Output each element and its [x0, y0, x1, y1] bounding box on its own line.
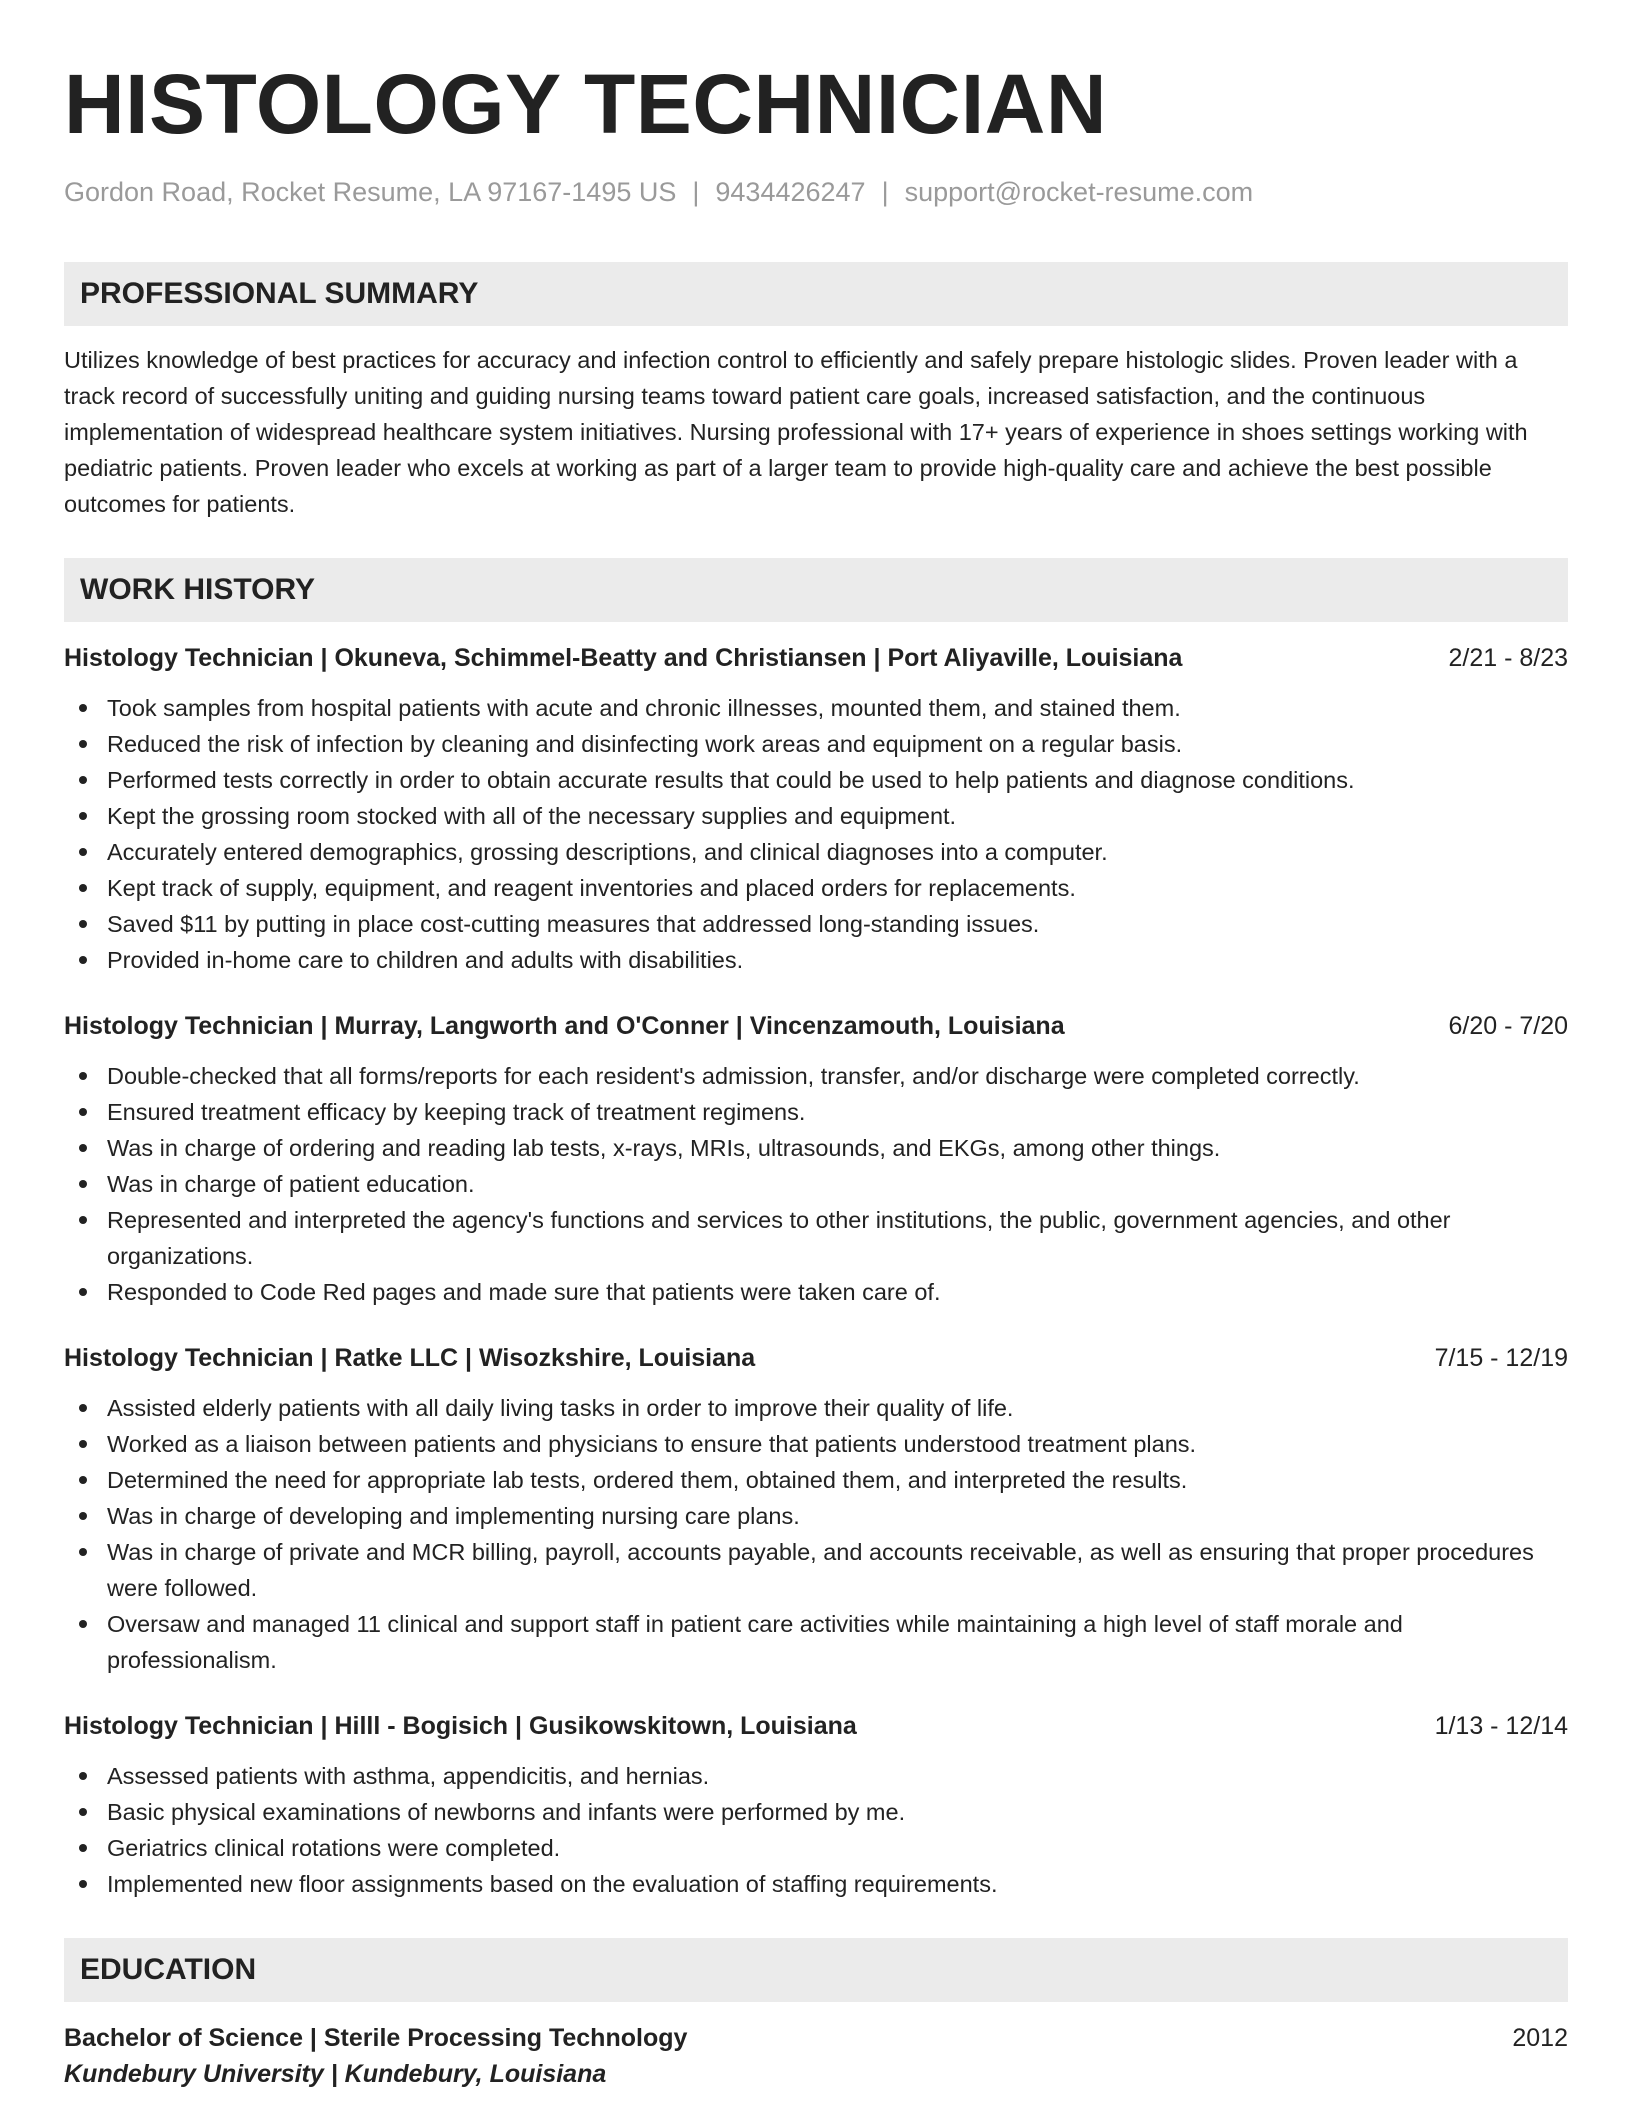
- job-bullet-item: [64, 1462, 1568, 1498]
- work-history-list: [64, 640, 1568, 1902]
- bullet-dot-icon: [79, 1548, 87, 1556]
- bullet-dot-icon: [79, 740, 87, 748]
- bullet-dot-icon: [79, 1180, 87, 1188]
- summary-text: Utilizes knowledge of best practices for accuracy and infection control to efficiently and safely prepare histologic slides. Proven leader with a track record of successfully uniting and guiding nursing teams toward patient care goals, increased satisfaction, and the continuous implementation of widespread healthcare system initiatives. Nursing professional with 17+ years of experience in shoes settings working with pediatric patients. Proven leader who excels at working as part of a larger team to provide high-quality care and achieve the best possible outcomes for patients.: [64, 347, 1528, 517]
- contact-email: support@rocket-resume.com: [904, 177, 1254, 207]
- job-heading-row: [64, 1008, 1568, 1044]
- job-bullet-item: [64, 1166, 1568, 1202]
- bullet-dot-icon: [79, 1620, 87, 1628]
- job-heading-row: [64, 1340, 1568, 1376]
- job-bullet-text: Assessed patients with asthma, appendicitis, and hernias.: [107, 1763, 710, 1789]
- job-heading: Histology Technician | Ratke LLC | Wisozkshire, Louisiana: [64, 1344, 756, 1372]
- job-entry: [64, 1340, 1568, 1678]
- job-bullet-item: [64, 1758, 1568, 1794]
- job-bullet-item: [64, 1498, 1568, 1534]
- job-bullet-item: [64, 1130, 1568, 1166]
- bullet-dot-icon: [79, 1880, 87, 1888]
- job-bullet-text: Ensured treatment efficacy by keeping track of treatment regimens.: [107, 1099, 806, 1125]
- bullet-dot-icon: [79, 1512, 87, 1520]
- job-dates: 2/21 - 8/23: [1448, 644, 1568, 672]
- job-bullet-text: Saved $11 by putting in place cost-cutting measures that addressed long-standing issues.: [107, 911, 1040, 937]
- job-bullet-item: [64, 690, 1568, 726]
- job-bullet-item: [64, 1866, 1568, 1902]
- contact-line: [64, 174, 1568, 210]
- job-bullet-item: [64, 1058, 1568, 1094]
- job-bullet-item: [64, 1830, 1568, 1866]
- job-bullet-item: [64, 1426, 1568, 1462]
- bullet-dot-icon: [79, 1808, 87, 1816]
- job-entry: [64, 1708, 1568, 1902]
- job-entry: [64, 640, 1568, 978]
- job-bullet-text: Basic physical examinations of newborns and infants were performed by me.: [107, 1799, 906, 1825]
- job-bullet-item: [64, 1094, 1568, 1130]
- bullet-dot-icon: [79, 848, 87, 856]
- job-bullet-item: [64, 942, 1568, 978]
- bullet-dot-icon: [79, 920, 87, 928]
- candidate-name: HISTOLOGY TECHNICIAN: [64, 57, 1107, 151]
- job-bullet-text: Responded to Code Red pages and made sure that patients were taken care of.: [107, 1279, 941, 1305]
- contact-separator: |: [692, 177, 700, 207]
- bullet-dot-icon: [79, 884, 87, 892]
- job-bullet-item: [64, 834, 1568, 870]
- job-dates: 6/20 - 7/20: [1448, 1012, 1568, 1040]
- job-bullet-item: [64, 1794, 1568, 1830]
- bullet-dot-icon: [79, 1404, 87, 1412]
- job-bullet-text: Reduced the risk of infection by cleaning and disinfecting work areas and equipment on a regular basis.: [107, 731, 1183, 757]
- job-bullet-item: [64, 762, 1568, 798]
- job-heading: Histology Technician | Murray, Langworth and O'Conner | Vincenzamouth, Louisiana: [64, 1012, 1065, 1040]
- job-heading: Histology Technician | Okuneva, Schimmel-Beatty and Christiansen | Port Aliyaville, Louisiana: [64, 644, 1183, 672]
- bullet-dot-icon: [79, 956, 87, 964]
- job-bullet-text: Was in charge of developing and implementing nursing care plans.: [107, 1503, 800, 1529]
- contact-address: Gordon Road, Rocket Resume, LA 97167-1495 US: [64, 177, 677, 207]
- job-heading: Histology Technician | Hilll - Bogisich | Gusikowskitown, Louisiana: [64, 1712, 857, 1740]
- job-bullet-text: Represented and interpreted the agency's functions and services to other institutions, the public, government agencies, and other organizations.: [107, 1207, 1451, 1269]
- bullet-dot-icon: [79, 1476, 87, 1484]
- job-entry: [64, 1008, 1568, 1310]
- job-bullet-text: Oversaw and managed 11 clinical and support staff in patient care activities while maintaining a high level of staff morale and professionalism.: [107, 1611, 1403, 1673]
- bullet-dot-icon: [79, 1772, 87, 1780]
- job-bullet-list: [64, 690, 1568, 978]
- job-bullet-list: [64, 1390, 1568, 1678]
- job-bullet-item: [64, 1606, 1568, 1678]
- job-bullet-text: Double-checked that all forms/reports for each resident's admission, transfer, and/or discharge were completed correctly.: [107, 1063, 1360, 1089]
- education-year: 2012: [1512, 2024, 1568, 2052]
- job-bullet-text: Worked as a liaison between patients and physicians to ensure that patients understood treatment plans.: [107, 1431, 1197, 1457]
- summary-section-header: PROFESSIONAL SUMMARY: [64, 262, 1568, 326]
- job-bullet-text: Geriatrics clinical rotations were completed.: [107, 1835, 561, 1861]
- job-bullet-item: [64, 1202, 1568, 1274]
- job-bullet-item: [64, 906, 1568, 942]
- job-bullet-text: Provided in-home care to children and adults with disabilities.: [107, 947, 744, 973]
- job-bullet-text: Was in charge of private and MCR billing, payroll, accounts payable, and accounts receivable, as well as ensuring that proper procedures were followed.: [107, 1539, 1534, 1601]
- job-bullet-text: Assisted elderly patients with all daily living tasks in order to improve their quality of life.: [107, 1395, 1014, 1421]
- bullet-dot-icon: [79, 1288, 87, 1296]
- bullet-dot-icon: [79, 1144, 87, 1152]
- education-degree: Bachelor of Science | Sterile Processing Technology: [64, 2024, 688, 2052]
- job-bullet-text: Performed tests correctly in order to obtain accurate results that could be used to help patients and diagnose conditions.: [107, 767, 1355, 793]
- job-heading-row: [64, 1708, 1568, 1744]
- work-history-section-header: WORK HISTORY: [64, 558, 1568, 622]
- job-bullet-list: [64, 1758, 1568, 1902]
- bullet-dot-icon: [79, 1072, 87, 1080]
- job-bullet-text: Accurately entered demographics, grossing descriptions, and clinical diagnoses into a computer.: [107, 839, 1108, 865]
- bullet-dot-icon: [79, 812, 87, 820]
- job-bullet-text: Implemented new floor assignments based on the evaluation of staffing requirements.: [107, 1871, 998, 1897]
- education-entry: [64, 2020, 1568, 2092]
- job-bullet-text: Kept track of supply, equipment, and reagent inventories and placed orders for replacements.: [107, 875, 1076, 901]
- job-bullet-item: [64, 1390, 1568, 1426]
- job-bullet-item: [64, 1534, 1568, 1606]
- bullet-dot-icon: [79, 704, 87, 712]
- job-heading-row: [64, 640, 1568, 676]
- job-dates: 7/15 - 12/19: [1434, 1344, 1568, 1372]
- education-section-header: EDUCATION: [64, 1938, 1568, 2002]
- education-school: Kundebury University | Kundebury, Louisiana: [64, 2060, 607, 2088]
- bullet-dot-icon: [79, 1216, 87, 1224]
- bullet-dot-icon: [79, 1440, 87, 1448]
- job-bullet-item: [64, 726, 1568, 762]
- contact-separator: |: [881, 177, 889, 207]
- job-bullet-item: [64, 870, 1568, 906]
- job-bullet-item: [64, 798, 1568, 834]
- job-bullet-item: [64, 1274, 1568, 1310]
- job-bullet-text: Was in charge of ordering and reading lab tests, x-rays, MRIs, ultrasounds, and EKGs, among other things.: [107, 1135, 1221, 1161]
- education-heading-row: [64, 2020, 1568, 2056]
- job-bullet-text: Determined the need for appropriate lab tests, ordered them, obtained them, and interpreted the results.: [107, 1467, 1188, 1493]
- contact-phone: 9434426247: [715, 177, 866, 207]
- job-bullet-text: Took samples from hospital patients with acute and chronic illnesses, mounted them, and stained them.: [107, 695, 1181, 721]
- job-bullet-text: Kept the grossing room stocked with all of the necessary supplies and equipment.: [107, 803, 957, 829]
- job-bullet-text: Was in charge of patient education.: [107, 1171, 475, 1197]
- job-dates: 1/13 - 12/14: [1434, 1712, 1568, 1740]
- bullet-dot-icon: [79, 1844, 87, 1852]
- bullet-dot-icon: [79, 776, 87, 784]
- bullet-dot-icon: [79, 1108, 87, 1116]
- job-bullet-list: [64, 1058, 1568, 1310]
